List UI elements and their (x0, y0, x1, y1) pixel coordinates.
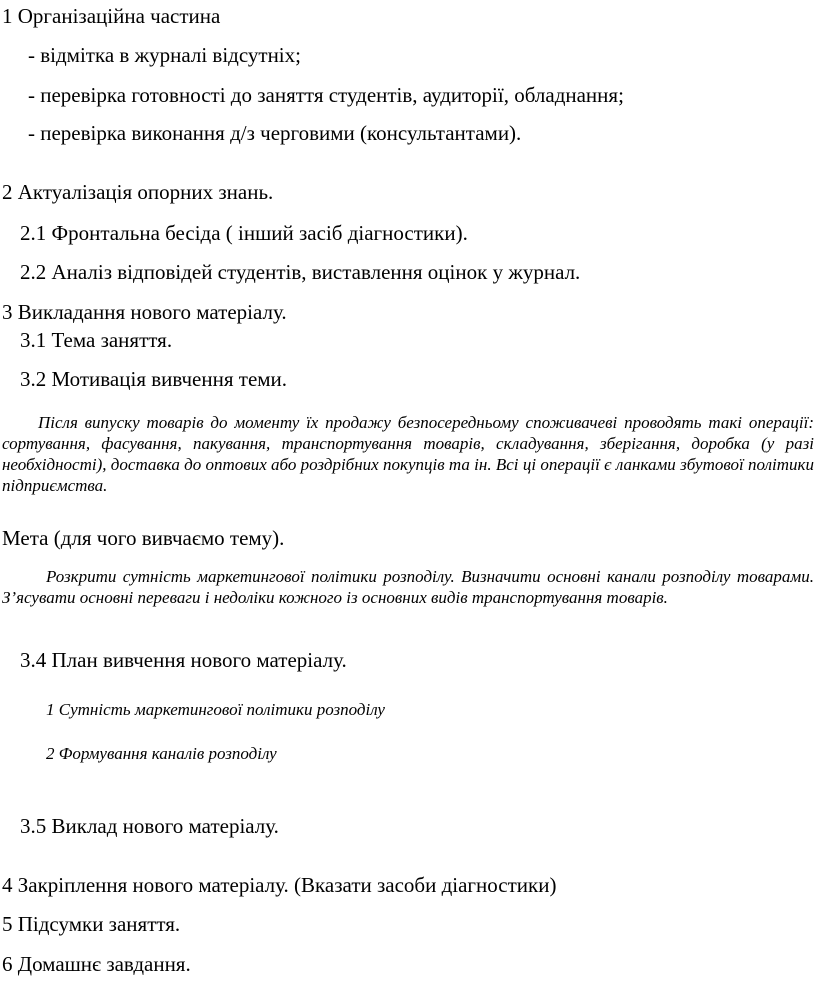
actual-item-2-2: 2.2 Аналіз відповідей студентів, виставлення оцінок у журнал. (20, 260, 581, 284)
section-6-homework: 6 Домашнє завдання. (2, 952, 191, 976)
goal-heading: Мета (для чого вивчаємо тему). (2, 526, 285, 550)
section-1-heading: 1 Організаційна частина (2, 4, 221, 28)
org-item-readiness: - перевірка готовності до заняття студентів, аудиторії, обладнання; (28, 83, 624, 107)
section-3-heading: 3 Викладання нового матеріалу. (2, 300, 287, 324)
section-2-heading: 2 Актуалізація опорних знань. (2, 180, 274, 204)
motivation-3-2: 3.2 Мотивація вивчення теми. (20, 367, 288, 391)
presentation-3-5: 3.5 Виклад нового матеріалу. (20, 814, 279, 838)
plan-3-4: 3.4 План вивчення нового матеріалу. (20, 648, 347, 672)
section-4-consolidation: 4 Закріплення нового матеріалу. (Вказати засоби діагностики) (2, 873, 557, 897)
actual-item-2-1: 2.1 Фронтальна бесіда ( інший засіб діагностики). (20, 221, 468, 245)
motivation-paragraph: Після випуску товарів до моменту їх продажу безпосередньому споживачеві проводять такі операції: сортування, фасування, пакування, транспортування товарів, складування, зберігання, доробка (у разі необхідності), доставка до оптових або роздрібних покупців та ін. Всі ці операції є ланками збутової політики підприємства. (2, 413, 814, 495)
plan-item-2: 2 Формування каналів розподілу (46, 744, 277, 763)
plan-item-1: 1 Сутність маркетингової політики розподілу (46, 700, 385, 719)
topic-3-1: 3.1 Тема заняття. (20, 328, 173, 352)
org-item-absent: - відмітка в журналі відсутніх; (28, 43, 301, 67)
goal-paragraph: Розкрити сутність маркетингової політики розподілу. Визначити основні канали розподілу товарами. З’ясувати основні переваги і недоліки кожного із основних видів транспортування товарів. (2, 567, 814, 607)
org-item-homework-check: - перевірка виконання д/з черговими (консультантами). (28, 121, 522, 145)
section-5-summary: 5 Підсумки заняття. (2, 912, 181, 936)
